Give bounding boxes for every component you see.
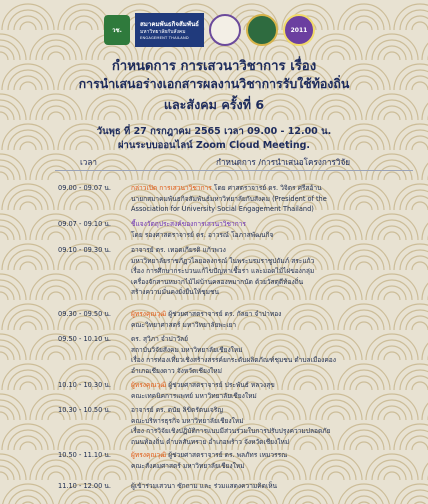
row-time: 09.50 - 10.10 น. <box>58 335 112 343</box>
row-time: 10.10 - 10.30 น. <box>58 381 112 389</box>
row-text: สร้างความมั่นคงยั่งยืนให้ชุมชน <box>131 288 219 296</box>
row-line <box>131 230 273 241</box>
row-text: คณะสังคมศาสตร์ มหาวิทยาลัยเชียงใหม่ <box>131 461 245 470</box>
row-line <box>131 219 246 230</box>
nrct-logo: วช. <box>104 15 130 45</box>
row-line <box>131 309 281 320</box>
row-text: โดย ศาสตราจารย์ ดร. วิจิตร ศรีสอ้าน <box>211 184 322 192</box>
row-line <box>131 183 322 194</box>
row-line <box>131 461 245 472</box>
row-highlight: ผู้ทรงคุณวุฒิ <box>131 310 167 318</box>
row-line <box>131 355 336 366</box>
row-highlight: ผู้ทรงคุณวุฒิ <box>131 381 167 389</box>
university-seal-logo <box>209 14 241 46</box>
row-highlight: ผู้ทรงคุณวุฒิ <box>131 451 167 459</box>
row-text: ดร. สุวิภา จำปาวัลย์ <box>131 335 188 343</box>
row-time: 09.30 - 09.50 น. <box>58 310 112 318</box>
row-text: ผู้ช่วยศาสตราจารย์ ดร. กัลยา จำปาทอง <box>166 310 282 318</box>
row-line <box>131 194 327 205</box>
row-text: สถาบันวิจัยสังคม มหาวิทยาลัยเชียงใหม่ <box>131 345 243 354</box>
row-line <box>131 245 226 256</box>
row-text: ผู้ช่วยศาสตราจารย์ ดร. พลภัทร เหมวรรณ <box>166 451 288 459</box>
row-time: 10.50 - 11.10 น. <box>58 451 112 459</box>
row-line <box>131 345 243 356</box>
row-line <box>131 320 236 331</box>
row-line <box>131 426 330 437</box>
anniversary-logo: 2011 <box>283 14 315 46</box>
row-line <box>131 405 223 416</box>
row-text: ผู้เข้าร่วมเสวนา ซักถาม และ ร่วมแสดงความคิดเห็น <box>131 482 278 490</box>
row-line <box>131 437 289 448</box>
date-line: วันพุธ ที่ 27 กรกฎาคม 2565 เวลา 09.00 - 12.00 น. <box>96 126 332 137</box>
row-time: 09.10 - 09.30 น. <box>58 246 112 254</box>
row-line <box>131 416 244 427</box>
row-text: ถนนท้องถิ่น ตำบลสันทราย อำเภอพร้าว จังหวัดเชียงใหม่ <box>131 437 290 446</box>
header-time: เวลา <box>80 157 98 167</box>
row-time: 11.10 - 12.00 น. <box>58 482 112 490</box>
row-text: คณะบริหารธุรกิจ มหาวิทยาลัยเชียงใหม่ <box>131 416 244 425</box>
row-text: เรื่อง การท่องเที่ยวเชิงสร้างสรรค์ยกระดับผลิตภัณฑ์ชุมชน ตำบลเมืองคอง <box>131 356 336 364</box>
row-time: 09.07 - 09.10 น. <box>58 220 112 228</box>
row-text: นายกสมาคมพันธกิจสัมพันธ์มหาวิทยาลัยกับสังคม (President of the <box>131 194 327 203</box>
row-text: ผู้ช่วยศาสตราจารย์ ประพันธ์ หลวงสุข <box>166 381 275 389</box>
row-line <box>131 277 303 288</box>
row-line <box>131 334 188 345</box>
row-text: คณะวิทยาศาสตร์ มหาวิทยาลัยพะเยา <box>131 320 237 329</box>
row-line <box>131 204 314 215</box>
row-line <box>131 287 219 298</box>
row-text: เครื่องจักสานหมากไม้ไผ่บ้านคลองหมากนัด ด้วยวัสดุดีท้องถิ่น <box>131 277 304 286</box>
ase-thailand-logo: สมาคมพันธกิจสัมพันธ์ มหาวิทยาลัยกับสังคม ENGAGEMENT THAILAND <box>135 13 204 47</box>
row-text: เรื่อง การวิจัยเชิงปฏิบัติการแบบมีส่วนร่วมในการปรับปรุงความปลอดภัย <box>131 427 331 435</box>
row-text: เรื่อง การศึกษากระบวนแก้ไขปัญหาเชื้อรา และมอดไม้ไผ่ของกลุ่ม <box>131 267 315 275</box>
header-agenda: กำหนดการ /การนำเสนอโครงการวิจัย <box>216 157 351 167</box>
row-text: อาจารย์ ดร. เทอดเกียรติ แก้วพวง <box>131 246 226 254</box>
row-highlight: ชี้แจงวัตถุประสงค์ของการเสวนาวิชาการ <box>131 220 246 228</box>
row-line <box>131 481 277 492</box>
row-text: Association for University Social Engagement Thailand) <box>131 205 314 213</box>
row-line <box>131 450 287 461</box>
row-text: โดย รองศาสตราจารย์ ดร. อาวรณ์ โอภาสพัฒนกิจ <box>131 230 274 239</box>
row-text: คณะเทคนิคการแพทย์ มหาวิทยาลัยเชียงใหม่ <box>131 391 257 400</box>
title-line-2: การนำเสนอร่างเอกสารผลงานวิชาการรับใช้ท้องถิ่น <box>78 76 350 91</box>
row-line <box>131 266 314 277</box>
row-text: มหาวิทยาลัยราชภัฏวไลยอลงกรณ์ ในพระบรมราชูปถัมภ์ สระแก้ว <box>131 256 315 265</box>
university-emblem-logo <box>246 14 278 46</box>
row-line <box>131 366 222 377</box>
row-text: อำเภอเชียงดาว จังหวัดเชียงใหม่ <box>131 366 222 375</box>
row-highlight: กล่าวเปิด การเสวนาวิชาการ <box>131 184 212 192</box>
row-time: 10.30 - 10.50 น. <box>58 406 112 414</box>
row-time: 09.00 - 09.07 น. <box>58 184 112 192</box>
title-line-3: และสังคม ครั้งที่ 6 <box>163 97 265 112</box>
row-line <box>131 391 257 402</box>
title-line-1: กำหนดการ การเสวนาวิชาการ เรื่อง <box>111 59 317 74</box>
row-text: อาจารย์ ดร. ดนัย ลิขิตรัตนเจริญ <box>131 406 223 414</box>
logo-strip <box>104 12 315 48</box>
row-line <box>131 380 275 391</box>
row-line <box>131 256 314 267</box>
header-divider <box>55 170 413 171</box>
venue-line: ผ่านระบบออนไลน์ Zoom Cloud Meeting. <box>117 140 311 151</box>
